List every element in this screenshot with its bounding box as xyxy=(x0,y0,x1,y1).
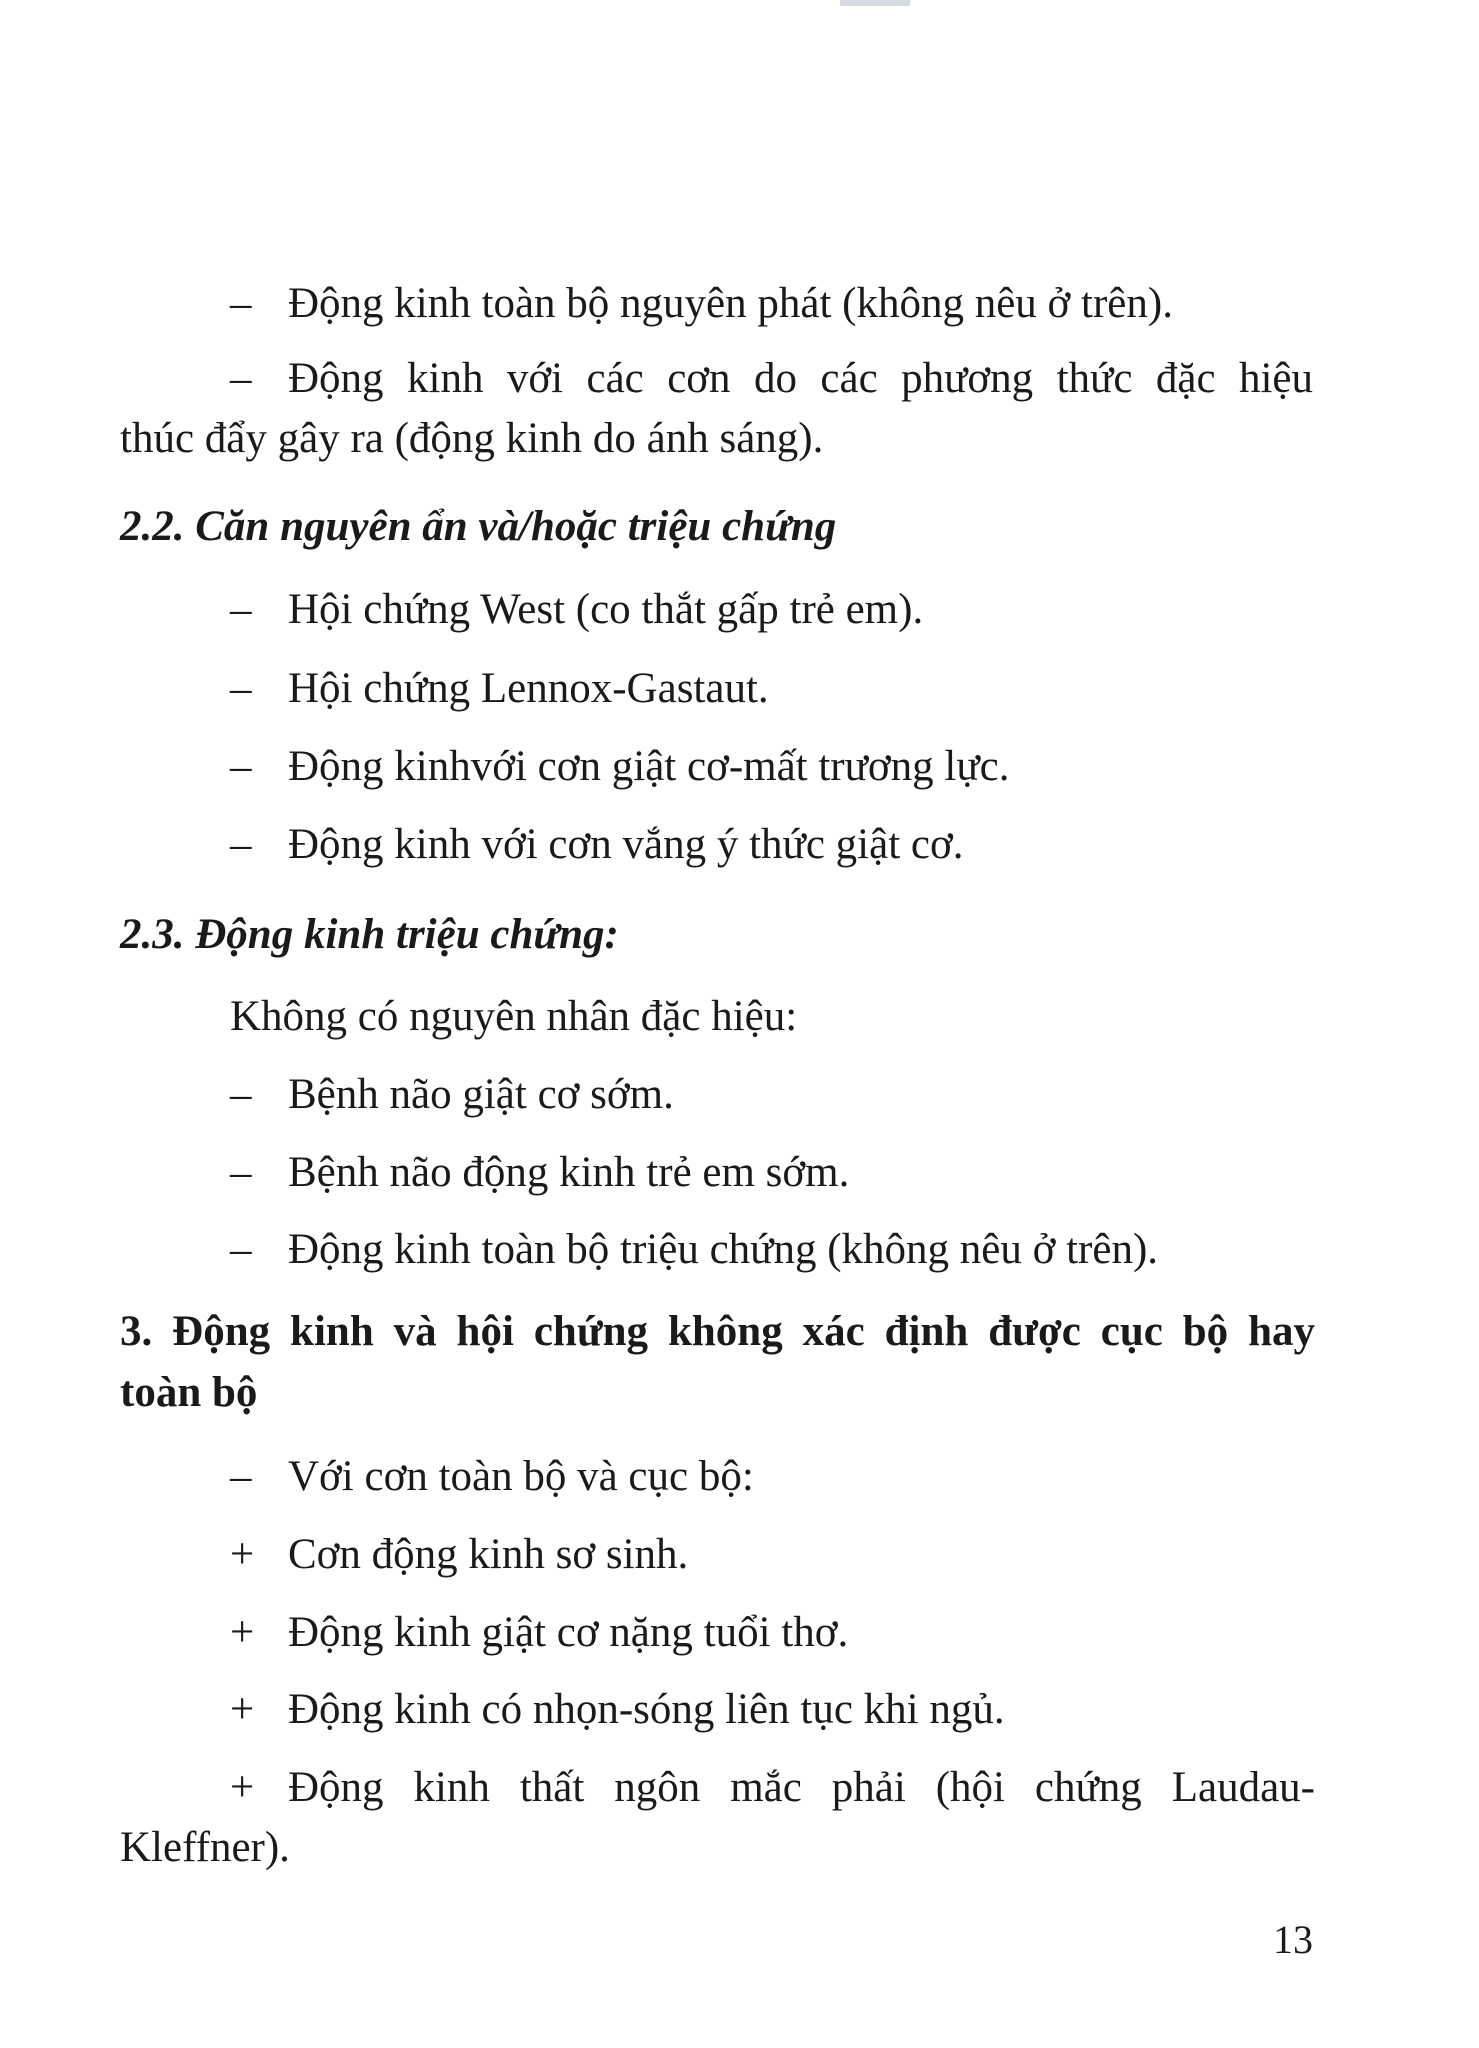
list-item-text: Với cơn toàn bộ và cục bộ: xyxy=(288,1453,754,1500)
sub-list-item xyxy=(230,1766,1315,1809)
list-item-text: Hội chứng Lennox-Gastaut. xyxy=(288,665,769,712)
sub-list-item xyxy=(230,1611,848,1654)
list-item-text: Động kinh toàn bộ triệu chứng (không nêu ở trên). xyxy=(288,1226,1159,1273)
section-heading-3-continuation: toàn bộ xyxy=(120,1369,258,1416)
dash-marker: – xyxy=(230,821,252,868)
paragraph: Không có nguyên nhân đặc hiệu: xyxy=(230,993,798,1040)
sub-list-item-text: Động kinh giật cơ nặng tuổi thơ. xyxy=(288,1609,849,1656)
sub-list-item xyxy=(230,1533,688,1576)
plus-marker: + xyxy=(230,1686,255,1733)
page-number: 13 xyxy=(1273,1917,1313,1962)
plus-marker: + xyxy=(230,1764,255,1811)
section-heading-2-3: 2.3. Động kinh triệu chứng: xyxy=(120,911,619,958)
list-item xyxy=(230,1151,849,1194)
dash-marker: – xyxy=(230,280,252,327)
dash-marker: – xyxy=(230,1453,252,1500)
sub-list-item-text: Động kinh thất ngôn mắc phải (hội chứng Laudau- xyxy=(288,1764,1315,1811)
list-item-continuation: thúc đẩy gây ra (động kinh do ánh sáng). xyxy=(120,415,824,462)
list-item xyxy=(230,282,1173,325)
list-item xyxy=(230,1228,1158,1271)
list-item-text: Động kinh toàn bộ nguyên phát (không nêu ở trên). xyxy=(288,280,1173,327)
scan-artifact xyxy=(840,0,910,6)
list-item-text: Động kinh với các cơn do các phương thức đặc hiệu xyxy=(288,355,1313,402)
dash-marker: – xyxy=(230,1149,252,1196)
sub-list-item-text: Cơn động kinh sơ sinh. xyxy=(288,1531,689,1578)
section-heading-2-2: 2.2. Căn nguyên ẩn và/hoặc triệu chứng xyxy=(120,503,837,550)
dash-marker: – xyxy=(230,355,252,402)
list-item xyxy=(230,1455,754,1498)
list-item xyxy=(230,745,1010,788)
section-heading-3: 3. Động kinh và hội chứng không xác định được cục bộ hay xyxy=(120,1308,1315,1355)
list-item xyxy=(230,357,1313,400)
dash-marker: – xyxy=(230,665,252,712)
list-item-text: Bệnh não động kinh trẻ em sớm. xyxy=(288,1149,850,1196)
sub-list-item-continuation: Kleffner). xyxy=(120,1824,290,1871)
dash-marker: – xyxy=(230,743,252,790)
dash-marker: – xyxy=(230,1071,252,1118)
plus-marker: + xyxy=(230,1531,255,1578)
list-item-text: Động kinhvới cơn giật cơ-mất trương lực. xyxy=(288,743,1010,790)
dash-marker: – xyxy=(230,1226,252,1273)
list-item-text: Động kinh với cơn vắng ý thức giật cơ. xyxy=(288,821,964,868)
list-item xyxy=(230,823,964,866)
list-item xyxy=(230,1073,674,1116)
list-item xyxy=(230,588,923,631)
list-item xyxy=(230,667,769,710)
sub-list-item xyxy=(230,1688,1005,1731)
list-item-text: Hội chứng West (co thắt gấp trẻ em). xyxy=(288,586,924,633)
dash-marker: – xyxy=(230,586,252,633)
list-item-text: Bệnh não giật cơ sớm. xyxy=(288,1071,674,1118)
plus-marker: + xyxy=(230,1609,255,1656)
sub-list-item-text: Động kinh có nhọn-sóng liên tục khi ngủ. xyxy=(288,1686,1005,1733)
